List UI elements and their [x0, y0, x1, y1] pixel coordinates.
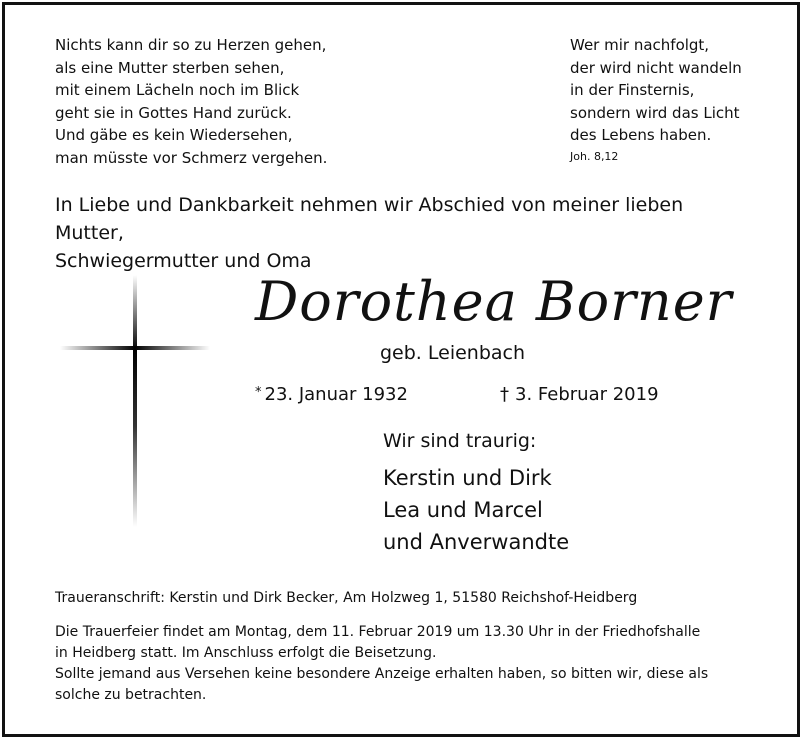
footer [55, 588, 755, 706]
poem-line: in der Finsternis, [570, 81, 695, 99]
poem-line: man müsste vor Schmerz vergehen. [55, 148, 328, 167]
footer-line: Sollte jemand aus Versehen keine besondere Anzeige erhalten haben, so bitten wir, diese als [55, 666, 709, 682]
bible-reference: Joh. 8,12 [570, 150, 619, 163]
poem-line: Wer mir nachfolgt, [570, 36, 710, 54]
mourner: Kerstin und Dirk [383, 466, 552, 490]
intro-line: Schwiegermutter und Oma [55, 250, 312, 272]
birth-date [255, 384, 408, 405]
death-date-text: 3. Februar 2019 [515, 384, 659, 405]
poem-line: Und gäbe es kein Wiedersehen, [55, 126, 293, 144]
birth-mark: * [255, 385, 262, 400]
intro-text [55, 191, 755, 275]
intro-line: In Liebe und Dankbarkeit nehmen wir Abschied von meiner lieben Mutter, [55, 194, 684, 244]
birth-date-text: 23. Januar 1932 [264, 384, 408, 405]
footer-line: solche zu betrachten. [55, 687, 207, 703]
mourner: Lea und Marcel [383, 498, 543, 522]
poem-line: der wird nicht wandeln [570, 58, 742, 77]
poem-line: geht sie in Gottes Hand zurück. [55, 103, 292, 122]
mourners-label: Wir sind traurig: [383, 430, 537, 452]
poem-line: sondern wird das Licht [570, 103, 740, 122]
funeral-address: Traueranschrift: Kerstin und Dirk Becker, Am Holzweg 1, 51580 Reichshof-Heidberg [55, 590, 638, 606]
poem-line: als eine Mutter sterben sehen, [55, 58, 285, 77]
cross-icon [60, 275, 210, 527]
deceased-name: Dorothea Borner [255, 270, 733, 333]
poem-line: des Lebens haben. [570, 126, 712, 144]
mourner: und Anverwandte [383, 530, 570, 554]
poem-line: Nichts kann dir so zu Herzen gehen, [55, 36, 327, 54]
footer-line: Die Trauerfeier findet am Montag, dem 11. Februar 2019 um 13.30 Uhr in der Friedhofshalle [55, 624, 701, 640]
mourners-list [383, 462, 569, 558]
death-date [500, 384, 659, 405]
poem-line: mit einem Lächeln noch im Blick [55, 81, 300, 99]
maiden-name: geb. Leienbach [380, 342, 526, 364]
dagger-icon: † [500, 384, 509, 405]
footer-line: in Heidberg statt. Im Anschluss erfolgt die Beisetzung. [55, 645, 437, 661]
poem-right [570, 34, 742, 147]
poem-left [55, 34, 327, 169]
